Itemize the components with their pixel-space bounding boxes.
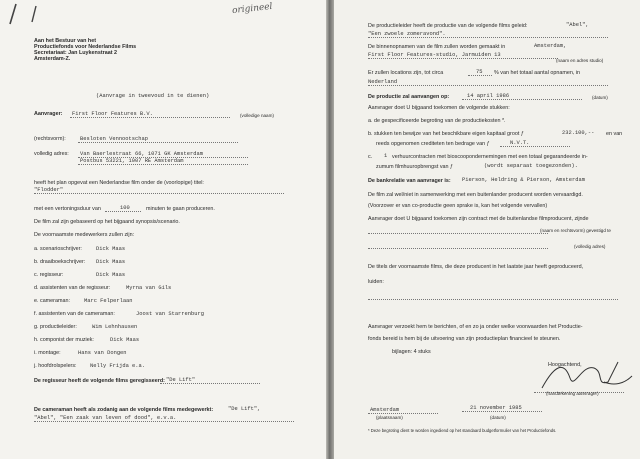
place-hint: (plaatsnaam)	[376, 415, 403, 420]
productieleider-value1: "Abel",	[566, 22, 589, 28]
adres-line2: Postbus 53221, 1007 RE Amsterdam	[80, 158, 184, 164]
synopsis-text: De film zal zijn gebaseerd op het bijgaand synopsis/scenario.	[34, 219, 180, 225]
bijgaand-text: Aanvrager doet U bijgaand toekomen de volgende stukken:	[368, 105, 510, 111]
duur-prefix: met een vertoningsduur van	[34, 206, 101, 212]
locations-suffix: % van het totaal aantal opnamen, in	[494, 70, 581, 76]
item-b2-value: N.V.T.	[510, 140, 530, 146]
binnenopnamen-hint: (naam en adres studio)	[556, 58, 604, 63]
crew-value: Wim Lehnhausen	[92, 324, 138, 330]
plan-text: heeft het plan opgevat een Nederlandse film onder de (voorlopige) titel:	[34, 180, 204, 186]
titels-text: De titels der voornaamste films, die deze producent in het laatste jaar heeft geproduceerd,	[368, 264, 584, 270]
bankrelatie-value: Pierson, Heldring & Pierson, Amsterdam	[462, 177, 585, 183]
start-label: De productie zal aanvangen op:	[368, 94, 450, 100]
right-page	[334, 0, 640, 459]
verzoek-text1: Aanvrager verzoekt hem te berichten, of en zo ja onder welke voorwaarden het Productie-	[368, 324, 583, 330]
date-value: 21 november 1985	[470, 405, 522, 411]
item-b-suffix: en van	[606, 131, 623, 137]
duur-value: 100	[120, 205, 130, 211]
duur-suffix: minuten te gaan produceren.	[146, 206, 215, 212]
adres-line1: Van Baerlestraat 66, 1071 GK Amsterdam	[80, 151, 203, 157]
bijlagen: bijlagen: 4 stuks	[392, 349, 431, 355]
medewerkers-text: De voornaamste medewerkers zullen zijn:	[34, 232, 135, 238]
book-spine	[326, 0, 334, 459]
adres-label: volledig adres:	[34, 151, 69, 157]
item-a: a. de gespecificeerde begroting van de productiekosten *.	[368, 118, 506, 124]
contract-text: Aanvrager doet U bijgaand toekomen zijn contract met de buitenlandse filmproducent, zijnde	[368, 216, 589, 222]
cameraman-label: De cameraman heeft als zodanig aan de volgende films medegewerkt:	[34, 407, 214, 413]
punch-marks	[0, 0, 40, 30]
coproductie-text: (Voorzover er van co-productie geen sprake is, kan het volgende vervallen)	[368, 203, 548, 209]
crew-value: Dick Maas	[96, 259, 126, 265]
regisseur-films-label: De regisseur heeft de volgende films geregisseerd:	[34, 378, 165, 384]
luiden: luiden:	[368, 279, 384, 285]
signature	[534, 356, 634, 396]
binnenopnamen-city: Amsterdam,	[534, 43, 567, 49]
crew-value: Nelly Frijda e.a.	[90, 363, 145, 369]
crew-label: e. cameraman:	[34, 298, 70, 304]
address-line: Aan het Bestuur van het	[34, 38, 97, 44]
item-c-num: c.	[368, 154, 373, 160]
binnenopnamen-studio: First Floor Features-studio, Jarmuiden 13	[368, 52, 501, 58]
place-value: Amsterdam	[370, 407, 400, 413]
verzoek-text2: fonds bereid is hem bij de uitvoering van zijn productieplan financieel te steunen.	[368, 336, 561, 342]
address-line: Amsterdam-Z.	[34, 56, 71, 62]
titel-value: "Flodder"	[34, 187, 64, 193]
aanvrager-label: Aanvrager:	[34, 111, 63, 117]
start-hint: (datum)	[592, 95, 608, 100]
contract-hint: (naam en rechtsvorm) gevestigd te	[540, 228, 611, 233]
crew-value: Joost van Starrenburg	[136, 311, 204, 317]
start-value: 14 april 1986	[467, 93, 510, 99]
film-text: De film zal wel/niet in samenwerking met een buitenlander producent worden vervaardigd.	[368, 192, 583, 198]
rechtsvorm-label: (rechtsvorm):	[34, 136, 66, 142]
binnenopnamen-label: De binnenopnamen van de film zullen worden gemaakt in	[368, 44, 506, 50]
crew-value: Hans van Dongen	[78, 350, 127, 356]
cameraman-value2: "Abel", "Een zaak van leven of dood", e.v.a.	[34, 415, 177, 421]
item-b2-prefix: reeds opgenomen crediteten ten bedrage van ƒ	[376, 141, 490, 147]
crew-value: Marc Felperlaan	[84, 298, 133, 304]
rechtsvorm-value: Besloten Vennootschap	[80, 136, 148, 142]
crew-value: Dick Maas	[96, 246, 126, 252]
footnote: * Deze begroting dient te worden ingediend op het standaard budgetformulier van het Productiefonds.	[368, 428, 557, 433]
crew-value: Dick Maas	[110, 337, 140, 343]
address-line: Secretariaat: Jan Luykenstraat 2	[34, 50, 117, 56]
crew-label: c. regisseur:	[34, 272, 64, 278]
regisseur-films-value: "De Lift"	[166, 377, 196, 383]
item-b-value: 232.100,--	[562, 130, 595, 136]
cameraman-value1: "De Lift",	[228, 406, 261, 412]
crew-value: Myrna van Gils	[126, 285, 172, 291]
item-c-value: 1	[384, 153, 388, 159]
locations-value: 75	[476, 69, 483, 75]
hoogachtend: Hoogachtend,	[548, 362, 582, 368]
crew-label: b. draaiboekschrijver:	[34, 259, 86, 265]
crew-label: d. assistenten van de regisseur:	[34, 285, 111, 291]
crew-label: f. assistenten van de cameraman:	[34, 311, 115, 317]
crew-label: i. montage:	[34, 350, 61, 356]
item-c-line2: zumum filmhuuropbrengst van ƒ	[376, 164, 454, 170]
item-c-line2-value: (wordt separaat toegezonden).	[484, 163, 578, 169]
submitted-note: (Aanvrage in tweevoud in te dienen)	[96, 93, 210, 99]
crew-label: a. scenarioschrijver:	[34, 246, 82, 252]
handwritten-note: origineel	[231, 1, 273, 17]
crew-label: g. productieleider:	[34, 324, 77, 330]
aanvrager-value: First Floor Features B.V.	[72, 111, 153, 117]
locations-prefix: Er zullen locations zijn, tot circa	[368, 70, 444, 76]
address-line: Productiefonds voor Nederlandse Films	[34, 44, 137, 50]
item-b-prefix: b. stukken ten bewijze van het beschikbare eigen kapitaal groot ƒ	[368, 131, 524, 137]
signature-hint: (handtekening aanvrager)	[546, 391, 599, 396]
item-c-text: verhuurcontracten met bioscoopondernemingen met een totaal gegarandeerde in-	[392, 154, 588, 160]
productieleider-label: De productieleider heeft de productie van de volgende films geleid:	[368, 23, 528, 29]
locations-country: Nederland	[368, 79, 398, 85]
aanvrager-hint: (volledige naam)	[240, 113, 274, 118]
bankrelatie-label: De bankrelatie van aanvrager is:	[368, 178, 451, 184]
productieleider-value2: "Een zwoele zomeravond".	[368, 31, 446, 37]
crew-value: Dick Maas	[96, 272, 126, 278]
contract-hint2: (volledig adres)	[574, 244, 606, 249]
crew-label: j. hoofdrolspelers:	[34, 363, 77, 369]
date-hint: (datum)	[490, 415, 506, 420]
crew-label: h. componist der muziek:	[34, 337, 94, 343]
